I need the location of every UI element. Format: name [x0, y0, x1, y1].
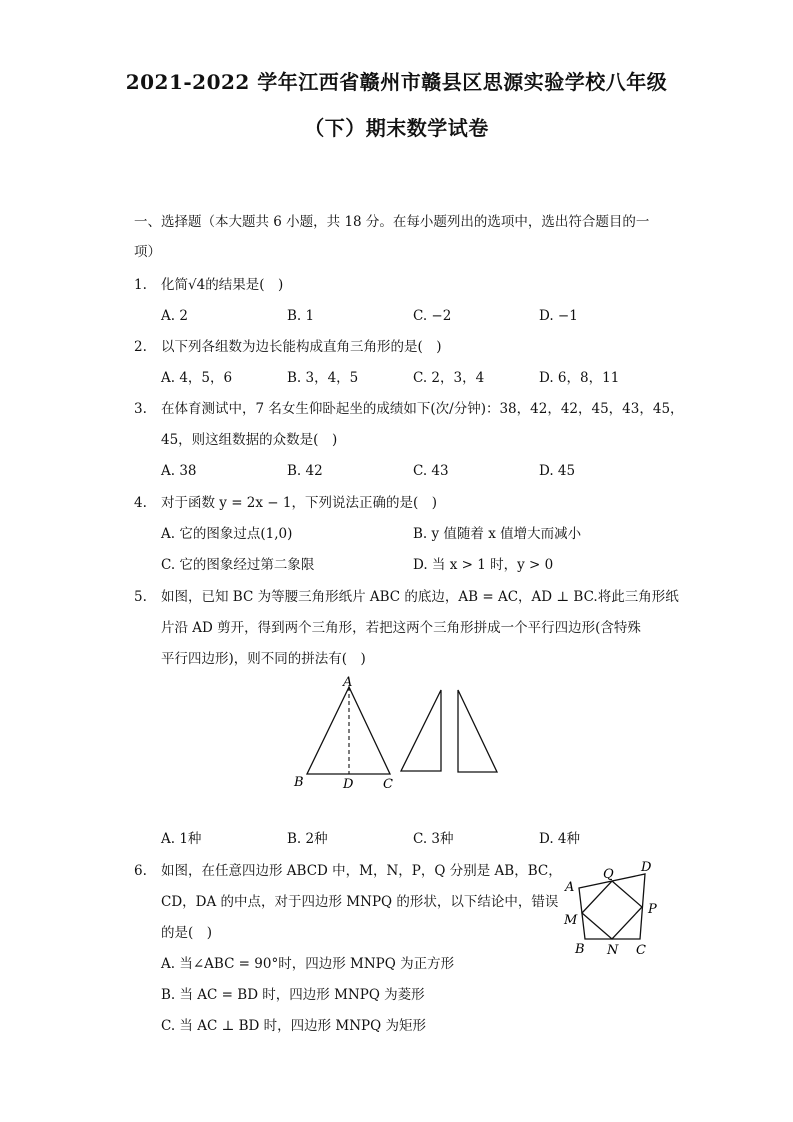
- q6-option-a: A. 当∠ABC = 90°时，四边形 MNPQ 为正方形: [161, 956, 455, 972]
- q4-option-b: B. y 值随着 x 值增大而减小: [413, 526, 582, 542]
- q5-option-a: A. 1种: [161, 831, 202, 847]
- q6-label-p: P: [648, 902, 657, 917]
- q5-figure: [280, 670, 520, 795]
- q2-number: 2.: [134, 339, 147, 355]
- q6-label-q: Q: [603, 867, 614, 882]
- q2-stem: 以下列各组数为边长能构成直角三角形的是( ): [161, 339, 442, 355]
- q4-stem: 对于函数 y = 2x − 1，下列说法正确的是( ): [161, 495, 438, 511]
- q3-number: 3.: [134, 401, 147, 417]
- q3-option-d: D. 45: [539, 463, 576, 479]
- q5-label-a: A: [343, 675, 353, 690]
- q3-stem-line1: 在体育测试中，7 名女生仰卧起坐的成绩如下(次/分钟)：38，42，42，45，43，45，: [161, 401, 684, 417]
- q5-stem-line2: 片沿 AD 剪开，得到两个三角形，若把这两个三角形拼成一个平行四边形(含特殊: [161, 620, 641, 636]
- q5-label-d: D: [343, 777, 354, 792]
- q4-option-d: D. 当 x > 1 时，y > 0: [413, 557, 554, 573]
- q5-option-b: B. 2种: [287, 831, 328, 847]
- q1-stem: 化简√4的结果是( ): [161, 277, 284, 293]
- q2-option-d: D. 6，8，11: [539, 370, 620, 386]
- q6-label-b: B: [575, 942, 585, 957]
- q1-option-a: A. 2: [161, 308, 188, 324]
- q6-stem-line3: 的是( ): [161, 925, 213, 941]
- q2-option-c: C. 2，3，4: [413, 370, 485, 386]
- q3-option-b: B. 42: [287, 463, 323, 479]
- q5-cut-piece-left: [401, 690, 441, 771]
- q6-option-c: C. 当 AC ⊥ BD 时，四边形 MNPQ 为矩形: [161, 1018, 426, 1034]
- q6-option-b: B. 当 AC = BD 时，四边形 MNPQ 为菱形: [161, 987, 425, 1003]
- exam-title-line1: 2021-2022 学年江西省赣州市赣县区思源实验学校八年级: [125, 70, 668, 94]
- q6-label-m: M: [564, 913, 578, 928]
- section-heading-line2: 项）: [134, 244, 161, 260]
- q6-label-n: N: [607, 943, 619, 958]
- q3-option-a: A. 38: [161, 463, 197, 479]
- q5-option-d: D. 4种: [539, 831, 581, 847]
- q5-cut-piece-right: [458, 690, 497, 772]
- q4-option-c: C. 它的图象经过第二象限: [161, 557, 315, 573]
- q1-option-b: B. 1: [287, 308, 315, 324]
- q6-figure: [555, 855, 675, 965]
- q3-stem-line2: 45，则这组数据的众数是( ): [161, 432, 338, 448]
- exam-title-line2: （下）期末数学试卷: [304, 116, 489, 140]
- q6-label-d: D: [641, 860, 652, 875]
- q6-stem-line1: 如图，在任意四边形 ABCD 中，M，N，P，Q 分别是 AB，BC，: [161, 863, 562, 879]
- q3-option-c: C. 43: [413, 463, 449, 479]
- q6-label-c: C: [636, 943, 646, 958]
- q2-option-b: B. 3，4，5: [287, 370, 359, 386]
- q5-number: 5.: [134, 589, 147, 605]
- q6-stem-line2: CD，DA 的中点，对于四边形 MNPQ 的形状，以下结论中，错误: [161, 894, 559, 910]
- q4-option-a: A. 它的图象过点(1,0): [161, 526, 293, 542]
- q1-option-d: D. −1: [539, 308, 578, 324]
- q1-number: 1.: [134, 277, 147, 293]
- section-heading-line1: 一、选择题（本大题共 6 小题，共 18 分。在每小题列出的选项中，选出符合题目的一: [134, 214, 650, 230]
- q5-stem-line1: 如图，已知 BC 为等腰三角形纸片 ABC 的底边，AB = AC，AD ⊥ BC.将此三角形纸: [161, 589, 679, 605]
- q6-number: 6.: [134, 863, 147, 879]
- q5-option-c: C. 3种: [413, 831, 454, 847]
- q5-label-c: C: [383, 777, 393, 792]
- q6-quadrilateral-mnpq: [582, 881, 642, 939]
- q5-stem-line3: 平行四边形)，则不同的拼法有( ): [161, 651, 366, 667]
- q4-number: 4.: [134, 495, 147, 511]
- q1-option-c: C. −2: [413, 308, 452, 324]
- q6-label-a: A: [565, 880, 575, 895]
- q2-option-a: A. 4，5，6: [161, 370, 233, 386]
- q5-label-b: B: [294, 775, 304, 790]
